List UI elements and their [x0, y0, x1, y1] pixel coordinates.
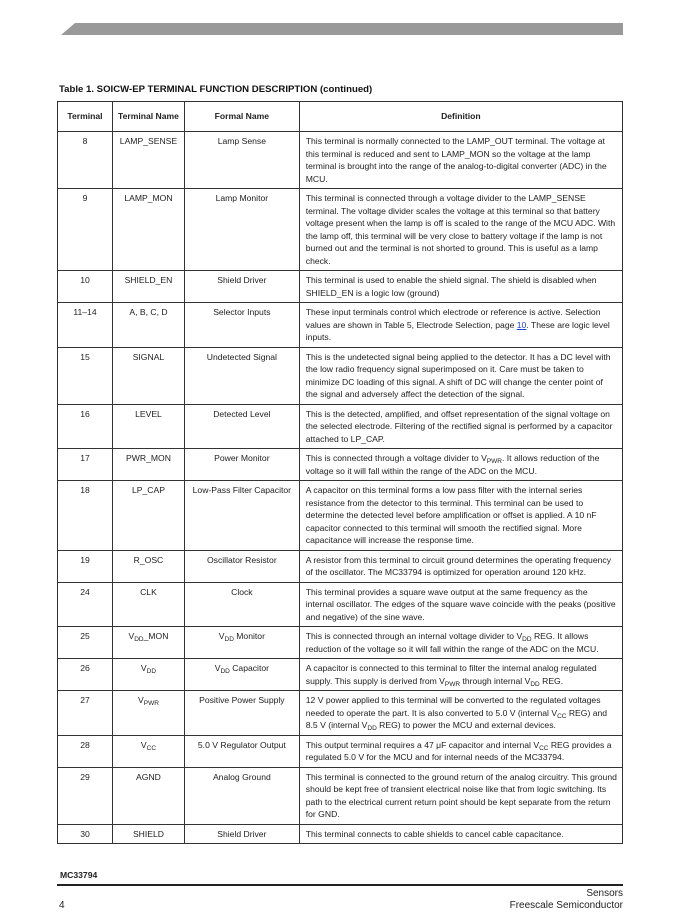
text-segment: PWR_MON — [126, 453, 171, 463]
text-segment: These input terminals control which electrode or reference is active. Selection values are shown in Table 5, Electrode Selection, page — [305, 307, 601, 330]
subscript: DD — [134, 636, 144, 643]
text-segment: LP_CAP — [131, 485, 165, 495]
subscript: PWR — [486, 458, 502, 465]
terminal-name — [112, 303, 184, 348]
text-segment: Low-Pass Filter Capacitor — [192, 485, 292, 495]
table-row — [58, 404, 623, 449]
text-segment: V — [140, 739, 147, 750]
table-row — [58, 582, 623, 627]
text-segment: Power Monitor — [214, 453, 270, 463]
text-segment: V — [140, 663, 147, 673]
definition — [299, 132, 622, 189]
table-row — [58, 767, 623, 824]
text-segment: 12 V power applied to this terminal will be converted to the regulated voltages needed to operate the part. It is also converted to 5.0 V (internal V — [305, 695, 601, 718]
definition — [299, 303, 622, 348]
table-row — [58, 347, 623, 404]
subscript: DD — [367, 725, 377, 732]
definition — [299, 627, 622, 659]
text-segment: REG) to power the MCU and external devices. — [376, 720, 556, 730]
text-segment: V — [214, 663, 221, 673]
terminal-number: 9 — [58, 189, 113, 271]
formal-name — [184, 550, 299, 582]
text-segment: A, B, C, D — [129, 307, 168, 317]
text-segment: This terminal is connected through a voltage divider to the LAMP_SENSE terminal. The voltage divider scales the voltage at this terminal so that battery voltage present when the lamp is off is scaled to the range of the MCU ADC. With the lamp off, this terminal will be very close to battery voltage if the lamp is not burned out and the terminal is not shorted to ground. This is useful as a lamp check. — [305, 193, 616, 266]
header-terminal-name: Terminal Name — [112, 102, 184, 132]
formal-name — [184, 404, 299, 449]
page-number: 4 — [59, 900, 65, 911]
table-row — [58, 271, 623, 303]
definition — [299, 449, 622, 481]
terminal-name — [112, 189, 184, 271]
text-segment: 5.0 V Regulator Output — [197, 739, 286, 750]
terminal-number: 17 — [58, 449, 113, 481]
definition — [299, 659, 622, 691]
table-body — [58, 132, 623, 844]
text-segment: LAMP_SENSE — [119, 136, 178, 146]
subscript: PWR — [143, 700, 159, 707]
table-row — [58, 189, 623, 271]
footer-section: Sensors — [586, 888, 623, 899]
formal-name — [184, 582, 299, 627]
terminal-number: 16 — [58, 404, 113, 449]
terminal-name — [112, 481, 184, 551]
text-segment: This is the undetected signal being applied to the detector. It has a DC level with the low radio frequency signal superimposed on it. Care must be taken to minimize DC loading of this signal. A shift of DC will change the center point of the signal and adversely affect the detection of the signal. — [305, 351, 611, 399]
text-segment: This terminal is normally connected to the LAMP_OUT terminal. The voltage at this terminal is reduced and sent to LAMP_MON so the voltage at the lamp terminal is brought into the range of the analog-to-digital converter (ADC) in the MCU. — [305, 136, 607, 184]
header-decorative-bar — [61, 23, 623, 35]
text-segment: . These are logic level inputs. — [305, 319, 610, 342]
text-segment: V — [218, 631, 225, 641]
table-row — [58, 303, 623, 348]
terminal-function-table — [57, 101, 623, 844]
terminal-name — [112, 347, 184, 404]
formal-name — [184, 767, 299, 824]
text-segment: This terminal is used to enable the shield signal. The shield is disabled when SHIELD_EN is a logic low (ground) — [305, 275, 597, 298]
subscript: DD — [224, 636, 234, 643]
footer-divider — [57, 884, 623, 886]
text-segment: AGND — [136, 771, 161, 782]
subscript: PWR — [444, 680, 461, 688]
subscript: CC — [146, 744, 157, 752]
terminal-number: 25 — [58, 627, 113, 659]
terminal-number: 29 — [58, 767, 113, 824]
definition — [299, 582, 622, 627]
text-segment: A capacitor is connected to this terminal to filter the internal analog regulated supply. This supply is derived from V — [305, 663, 597, 686]
text-segment: A capacitor on this terminal forms a low pass filter with the internal series resistance from the detector to this terminal. This terminal can be used to determine the detected level before amplification or offset is applied. A 10 nF capacitor connected to this terminal will smooth the rectified signal. More capacitance will increase the response time. — [305, 485, 597, 545]
subscript: DD — [220, 668, 230, 675]
subscript: CC — [539, 744, 549, 752]
text-segment: REG provides a regulated 5.0 V for the MCU and for internal needs of the MC33794. — [305, 739, 612, 762]
formal-name — [184, 347, 299, 404]
definition — [299, 189, 622, 271]
subscript: CC — [557, 712, 567, 720]
text-segment: This terminal connects to cable shields to cancel cable capacitance. — [305, 828, 564, 839]
definition — [299, 271, 622, 303]
terminal-name — [112, 735, 184, 767]
terminal-name — [112, 691, 184, 736]
subscript: DD — [530, 680, 540, 688]
terminal-number: 8 — [58, 132, 113, 189]
part-number: MC33794 — [60, 870, 98, 880]
terminal-number: 11–14 — [58, 303, 113, 348]
table-row — [58, 481, 623, 551]
formal-name — [184, 132, 299, 189]
text-segment: Analog Ground — [212, 771, 271, 782]
terminal-name — [112, 627, 184, 659]
formal-name — [184, 449, 299, 481]
text-segment: A resistor from this terminal to circuit ground determines the operating frequency of the oscillator. The MC33794 is optimized for operation around 120 kHz. — [305, 554, 611, 577]
terminal-name — [112, 132, 184, 189]
terminal-number: 10 — [58, 271, 113, 303]
header-formal-name: Formal Name — [184, 102, 299, 132]
page-footer — [57, 870, 623, 912]
header-definition: Definition — [299, 102, 622, 132]
terminal-number: 18 — [58, 481, 113, 551]
table-row — [58, 735, 623, 767]
terminal-number: 28 — [58, 735, 113, 767]
terminal-number: 19 — [58, 550, 113, 582]
text-segment: V — [138, 695, 144, 705]
terminal-number: 15 — [58, 347, 113, 404]
text-segment: R_OSC — [133, 554, 164, 565]
text-segment: V — [128, 631, 135, 641]
subscript: DD — [522, 636, 532, 643]
text-segment: through internal V — [460, 675, 531, 686]
terminal-name — [112, 449, 184, 481]
text-segment: Undetected Signal — [206, 351, 277, 362]
text-segment: SHIELD — [132, 828, 164, 839]
formal-name — [184, 481, 299, 551]
formal-name — [184, 303, 299, 348]
table-row — [58, 449, 623, 481]
text-segment: Clock — [231, 586, 253, 597]
definition — [299, 481, 622, 551]
footer-company: Freescale Semiconductor — [509, 900, 623, 911]
definition — [299, 550, 622, 582]
definition — [299, 735, 622, 767]
text-segment: Oscillator Resistor — [206, 554, 277, 565]
page-content — [57, 101, 623, 912]
terminal-name — [112, 271, 184, 303]
text-segment: REG) and 8.5 V (internal V — [305, 707, 608, 730]
text-segment: REG. — [539, 675, 564, 686]
definition — [299, 404, 622, 449]
page-link[interactable]: 10 — [516, 319, 527, 330]
formal-name — [184, 271, 299, 303]
table-row — [58, 824, 623, 844]
text-segment: This terminal is connected to the ground return of the analog circuitry. This ground should be kept free of transient electrical noise like that from logic switching. Its path to the electrical current return point should be kept separate from the return for GND. — [305, 771, 617, 819]
text-segment: Detected Level — [213, 408, 271, 419]
formal-name — [184, 627, 299, 659]
text-segment: Selector Inputs — [213, 307, 271, 317]
terminal-number: 24 — [58, 582, 113, 627]
terminal-name — [112, 404, 184, 449]
definition — [299, 824, 622, 844]
text-segment: LAMP_MON — [124, 193, 173, 203]
formal-name — [184, 691, 299, 736]
table-row — [58, 627, 623, 659]
text-segment: Lamp Sense — [217, 136, 266, 146]
footer-bottom-line — [57, 900, 623, 912]
text-segment: This is the detected, amplified, and offset representation of the signal voltage on the selected electrode. Filtering of the rectified signal is performed by a capacitor attached to LP_CAP. — [305, 408, 613, 444]
formal-name — [184, 735, 299, 767]
definition — [299, 347, 622, 404]
text-segment: Monitor — [233, 631, 265, 641]
text-segment: CLK — [140, 586, 157, 597]
terminal-number: 30 — [58, 824, 113, 844]
terminal-number: 27 — [58, 691, 113, 736]
text-segment: . It allows reduction of the voltage so it will fall within the range of the ADC on the MCU. — [305, 453, 600, 476]
text-segment: Capacitor — [229, 663, 269, 673]
table-row — [58, 691, 623, 736]
terminal-name — [112, 582, 184, 627]
text-segment: This is connected through an internal voltage divider to V — [305, 631, 523, 641]
text-segment: This terminal provides a square wave output at the same frequency as the internal oscillator. The edges of the square wave coincide with the peaks (positive and negative) of the sine wave. — [305, 586, 616, 622]
terminal-name — [112, 824, 184, 844]
table-row — [58, 550, 623, 582]
table-row — [58, 659, 623, 691]
text-segment: Positive Power Supply — [199, 695, 285, 705]
table-header-row — [58, 102, 623, 132]
text-segment: Shield Driver — [217, 828, 267, 839]
text-segment: REG. It allows reduction of the voltage so it will fall within the range of the ADC on the MCU. — [305, 631, 599, 654]
terminal-name — [112, 659, 184, 691]
text-segment: LEVEL — [135, 408, 162, 419]
text-segment: Lamp Monitor — [215, 193, 269, 203]
text-segment: Shield Driver — [217, 275, 267, 285]
text-segment: SIGNAL — [132, 351, 165, 362]
text-segment: SHIELD_EN — [124, 275, 173, 285]
terminal-name — [112, 550, 184, 582]
text-segment: This is connected through a voltage divider to V — [305, 453, 487, 463]
formal-name — [184, 659, 299, 691]
table-caption: Table 1. SOICW-EP TERMINAL FUNCTION DESCRIPTION (continued) — [59, 84, 373, 95]
subscript: DD — [146, 668, 157, 675]
text-segment: _MON — [143, 631, 169, 641]
formal-name — [184, 824, 299, 844]
terminal-number: 26 — [58, 659, 113, 691]
terminal-name — [112, 767, 184, 824]
header-terminal: Terminal — [58, 102, 113, 132]
text-segment: This output terminal requires a 47 μF capacitor and internal V — [305, 739, 540, 750]
formal-name — [184, 189, 299, 271]
definition — [299, 691, 622, 736]
definition — [299, 767, 622, 824]
table-row — [58, 132, 623, 189]
